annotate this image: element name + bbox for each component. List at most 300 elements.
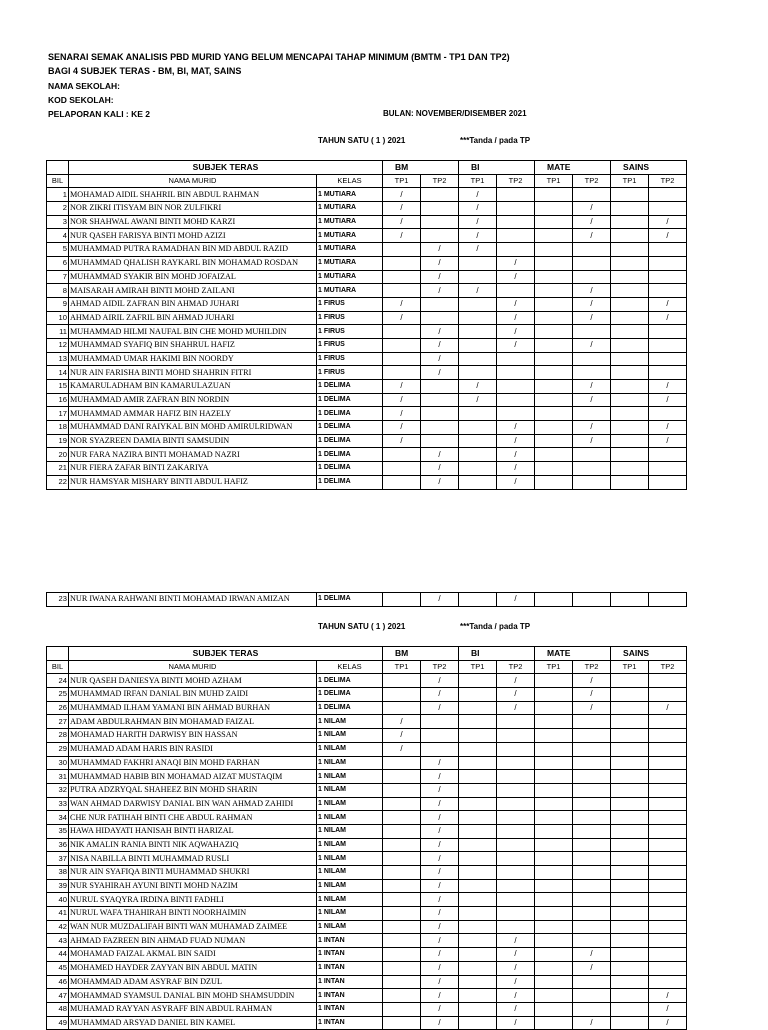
student-name-cell: MUHAMMAD FAKHRI ANAQI BIN MOHD FARHAN [69, 756, 317, 770]
tp-mark-cell [535, 688, 573, 702]
tp-mark-cell: / [383, 229, 421, 243]
tp-mark-cell [459, 961, 497, 975]
class-cell: 1 DELIMA [317, 380, 383, 394]
header-blank-cell [47, 161, 69, 175]
bil-cell: 40 [47, 893, 69, 907]
student-name-cell: NUR QASEH FARISYA BINTI MOHD AZIZI [69, 229, 317, 243]
class-cell: 1 DELIMA [317, 393, 383, 407]
table-row [47, 852, 687, 866]
bil-cell: 19 [47, 434, 69, 448]
tp-mark-cell [459, 448, 497, 462]
tp-mark-cell [421, 229, 459, 243]
tp-mark-cell [649, 366, 687, 380]
student-name-cell: MUHAMMAD IRFAN DANIAL BIN MUHD ZAIDI [69, 688, 317, 702]
bil-cell: 1 [47, 188, 69, 202]
subject-header: BM [383, 161, 459, 175]
bil-cell: 10 [47, 311, 69, 325]
student-name-cell: AHMAD AIRIL ZAFRIL BIN AHMAD JUHARI [69, 311, 317, 325]
tp-mark-cell: / [497, 674, 535, 688]
bil-cell: 14 [47, 366, 69, 380]
tp-mark-cell: / [573, 393, 611, 407]
tp-mark-cell [611, 297, 649, 311]
tp-mark-cell: / [421, 1002, 459, 1016]
tp-mark-cell [573, 742, 611, 756]
bil-cell: 32 [47, 783, 69, 797]
tp-mark-cell: / [421, 448, 459, 462]
table-row [47, 338, 687, 352]
tp-mark-cell [383, 1016, 421, 1030]
header-row-columns [47, 660, 687, 674]
tp-mark-cell [649, 188, 687, 202]
student-name-cell: NUR SYAHIRAH AYUNI BINTI MOHD NAZIM [69, 879, 317, 893]
tp-mark-cell [421, 407, 459, 421]
student-name-cell: MUHAMMAD DANI RAIYKAL BIN MOHD AMIRULRIDWAN [69, 421, 317, 435]
tp-mark-cell [421, 421, 459, 435]
tp-mark-cell [497, 866, 535, 880]
tp-mark-cell [611, 783, 649, 797]
tp-header: TP2 [573, 174, 611, 188]
student-name-cell: MUHAMMAD QHALISH RAYKARL BIN MOHAMAD ROSDAN [69, 256, 317, 270]
nama-murid-header: NAMA MURID [69, 174, 317, 188]
tp-mark-cell [611, 811, 649, 825]
tp-mark-cell [573, 783, 611, 797]
tp-mark-cell [535, 989, 573, 1003]
tp-mark-cell [459, 797, 497, 811]
tp-mark-cell [535, 674, 573, 688]
subject-header: SAINS [611, 647, 687, 661]
class-cell: 1 NILAM [317, 742, 383, 756]
school-name-label: NAMA SEKOLAH: [48, 81, 120, 91]
tp-mark-cell: / [421, 948, 459, 962]
table-row [47, 975, 687, 989]
tp-mark-cell [421, 215, 459, 229]
tp-mark-cell [611, 380, 649, 394]
tp-mark-cell: / [459, 215, 497, 229]
class-cell: 1 INTAN [317, 934, 383, 948]
tp-mark-cell [535, 284, 573, 298]
bil-header: BIL [47, 660, 69, 674]
tp-header: TP2 [497, 174, 535, 188]
tp-mark-cell [573, 243, 611, 257]
tp-mark-cell [459, 879, 497, 893]
tp-mark-cell [535, 852, 573, 866]
tp-mark-cell [573, 893, 611, 907]
tp-header: TP1 [383, 174, 421, 188]
tp-mark-cell [497, 797, 535, 811]
tp-mark-cell [535, 907, 573, 921]
tp-header: TP2 [497, 660, 535, 674]
table-row [47, 188, 687, 202]
tp-mark-cell: / [421, 989, 459, 1003]
tp-mark-cell [459, 742, 497, 756]
class-cell: 1 FIRUS [317, 352, 383, 366]
tp-mark-cell [535, 338, 573, 352]
tp-mark-cell: / [497, 325, 535, 339]
tp-mark-cell [535, 202, 573, 216]
table-row [47, 770, 687, 784]
student-name-cell: NUR AIN FARISHA BINTI MOHD SHAHRIN FITRI [69, 366, 317, 380]
bil-cell: 18 [47, 421, 69, 435]
student-name-cell: MAISARAH AMIRAH BINTI MOHD ZAILANI [69, 284, 317, 298]
tp-mark-cell [459, 407, 497, 421]
tp-mark-cell [421, 742, 459, 756]
tp-mark-cell [497, 380, 535, 394]
tp-mark-cell: / [459, 243, 497, 257]
tp-mark-cell [535, 407, 573, 421]
table-row [47, 243, 687, 257]
tp-mark-cell [535, 188, 573, 202]
tp-mark-cell [383, 838, 421, 852]
tp-mark-cell [497, 243, 535, 257]
tp-mark-cell [611, 434, 649, 448]
tp-mark-cell [535, 393, 573, 407]
tp-mark-cell: / [421, 462, 459, 476]
tp-mark-cell [459, 434, 497, 448]
tp-mark-cell: / [573, 284, 611, 298]
tp-mark-cell [459, 756, 497, 770]
class-cell: 1 MUTIARA [317, 215, 383, 229]
table-row [47, 229, 687, 243]
bil-cell: 42 [47, 920, 69, 934]
tp-mark-cell: / [383, 215, 421, 229]
tp-mark-cell [573, 1002, 611, 1016]
tp-mark-cell: / [497, 1002, 535, 1016]
table-row [47, 907, 687, 921]
tp-mark-cell: / [649, 1002, 687, 1016]
tp-mark-cell [649, 338, 687, 352]
subjek-teras-header: SUBJEK TERAS [69, 647, 383, 661]
student-name-cell: NISA NABILLA BINTI MUHAMMAD RUSLI [69, 852, 317, 866]
tp-mark-cell: / [421, 907, 459, 921]
student-table-part-1 [46, 160, 687, 490]
class-cell: 1 DELIMA [317, 593, 383, 607]
tp-mark-cell: / [421, 688, 459, 702]
tp-mark-cell [535, 475, 573, 489]
tp-mark-cell [535, 701, 573, 715]
tp-mark-cell [535, 215, 573, 229]
tp-mark-cell [573, 866, 611, 880]
subject-header: MATE [535, 161, 611, 175]
tp-mark-cell: / [421, 797, 459, 811]
tp-header: TP1 [459, 174, 497, 188]
tp-mark-cell: / [421, 256, 459, 270]
table-row [47, 920, 687, 934]
tp-mark-cell [497, 215, 535, 229]
class-cell: 1 FIRUS [317, 297, 383, 311]
tp-header: TP1 [383, 660, 421, 674]
class-cell: 1 INTAN [317, 948, 383, 962]
student-name-cell: WAN AHMAD DARWISY DANIAL BIN WAN AHMAD ZAHIDI [69, 797, 317, 811]
student-name-cell: MUHAMMAD HABIB BIN MOHAMAD AIZAT MUSTAQIM [69, 770, 317, 784]
tp-mark-cell [573, 407, 611, 421]
tp-mark-cell [383, 462, 421, 476]
tp-mark-cell [611, 729, 649, 743]
tp-mark-cell [535, 243, 573, 257]
tp-mark-cell: / [459, 284, 497, 298]
tp-mark-cell [497, 893, 535, 907]
bil-header: BIL [47, 174, 69, 188]
tp-mark-cell: / [421, 701, 459, 715]
tp-mark-cell [535, 593, 573, 607]
bil-cell: 37 [47, 852, 69, 866]
bil-cell: 4 [47, 229, 69, 243]
bil-cell: 21 [47, 462, 69, 476]
tp-mark-cell [535, 866, 573, 880]
table-row [47, 961, 687, 975]
class-cell: 1 NILAM [317, 729, 383, 743]
class-cell: 1 DELIMA [317, 407, 383, 421]
tp-mark-cell [383, 961, 421, 975]
table-row [47, 989, 687, 1003]
tp-mark-cell [611, 715, 649, 729]
tp-mark-cell [383, 674, 421, 688]
tp-mark-cell: / [497, 311, 535, 325]
tp-mark-cell [535, 879, 573, 893]
tp-mark-cell [459, 270, 497, 284]
tp-mark-cell: / [649, 229, 687, 243]
class-cell: 1 DELIMA [317, 688, 383, 702]
tp-mark-cell [535, 434, 573, 448]
tp-mark-cell [459, 297, 497, 311]
tp-mark-cell: / [383, 380, 421, 394]
student-name-cell: KAMARULADHAM BIN KAMARULAZUAN [69, 380, 317, 394]
tp-mark-cell [649, 866, 687, 880]
student-table-part-2 [46, 592, 687, 607]
student-name-cell: MOHAMAD FAIZAL AKMAL BIN SAIDI [69, 948, 317, 962]
bil-cell: 9 [47, 297, 69, 311]
tp-mark-cell [459, 701, 497, 715]
tp-mark-cell [535, 934, 573, 948]
tp-mark-cell [611, 407, 649, 421]
student-name-cell: MUHAMMAD SYAKIR BIN MOHD JOFAIZAL [69, 270, 317, 284]
tp-mark-cell [611, 879, 649, 893]
table-row [47, 879, 687, 893]
class-cell: 1 NILAM [317, 770, 383, 784]
bil-cell: 2 [47, 202, 69, 216]
class-cell: 1 NILAM [317, 907, 383, 921]
tp-mark-cell [611, 270, 649, 284]
table-row [47, 811, 687, 825]
class-cell: 1 NILAM [317, 811, 383, 825]
tp-mark-cell: / [497, 961, 535, 975]
tp-mark-cell [383, 907, 421, 921]
student-name-cell: MUHAMAD ADAM HARIS BIN RASIDI [69, 742, 317, 756]
bil-cell: 33 [47, 797, 69, 811]
tp-mark-cell [611, 989, 649, 1003]
bil-cell: 30 [47, 756, 69, 770]
tp-mark-cell [611, 325, 649, 339]
tp-mark-cell [383, 948, 421, 962]
tp-mark-cell [383, 366, 421, 380]
tp-mark-cell: / [497, 701, 535, 715]
tp-mark-cell [573, 475, 611, 489]
tp-mark-cell [649, 742, 687, 756]
student-name-cell: MUHAMMAD UMAR HAKIMI BIN NOORDY [69, 352, 317, 366]
tp-mark-cell [573, 448, 611, 462]
class-cell: 1 FIRUS [317, 338, 383, 352]
subjek-teras-header: SUBJEK TERAS [69, 161, 383, 175]
tp-mark-cell [383, 879, 421, 893]
tp-mark-cell [421, 729, 459, 743]
class-cell: 1 DELIMA [317, 421, 383, 435]
table-row [47, 421, 687, 435]
class-cell: 1 NILAM [317, 879, 383, 893]
class-cell: 1 DELIMA [317, 701, 383, 715]
class-cell: 1 DELIMA [317, 475, 383, 489]
bil-cell: 38 [47, 866, 69, 880]
bil-cell: 12 [47, 338, 69, 352]
bil-cell: 34 [47, 811, 69, 825]
student-name-cell: MOHAMED HAYDER ZAYYAN BIN ABDUL MATIN [69, 961, 317, 975]
table-row [47, 688, 687, 702]
tp-mark-cell: / [459, 229, 497, 243]
tp-mark-cell [383, 934, 421, 948]
tp-mark-cell [611, 756, 649, 770]
tp-mark-cell [611, 338, 649, 352]
tp-mark-cell [497, 920, 535, 934]
tp-mark-cell: / [383, 421, 421, 435]
table-row [47, 701, 687, 715]
tp-mark-cell [535, 325, 573, 339]
tp-mark-cell [383, 688, 421, 702]
tp-mark-cell [649, 462, 687, 476]
tp-mark-cell [459, 462, 497, 476]
tp-mark-cell [459, 715, 497, 729]
tp-mark-cell [649, 948, 687, 962]
tp-mark-cell: / [421, 770, 459, 784]
table-row [47, 475, 687, 489]
tp-mark-cell [573, 325, 611, 339]
bil-cell: 31 [47, 770, 69, 784]
tp-mark-cell: / [573, 948, 611, 962]
table-row [47, 311, 687, 325]
table-row [47, 729, 687, 743]
subject-header: BI [459, 647, 535, 661]
tp-mark-cell: / [383, 434, 421, 448]
tp-mark-cell [497, 366, 535, 380]
tp-mark-cell: / [383, 729, 421, 743]
tp-mark-cell: / [497, 434, 535, 448]
student-name-cell: AHMAD AIDIL ZAFRAN BIN AHMAD JUHARI [69, 297, 317, 311]
tp-mark-cell: / [649, 434, 687, 448]
tp-header: TP2 [649, 174, 687, 188]
tp-mark-cell [649, 407, 687, 421]
table-row [47, 202, 687, 216]
student-name-cell: AHMAD FAZREEN BIN AHMAD FUAD NUMAN [69, 934, 317, 948]
table-row [47, 256, 687, 270]
class-cell: 1 MUTIARA [317, 284, 383, 298]
tp-mark-cell [573, 715, 611, 729]
tp-mark-cell [649, 284, 687, 298]
document-subtitle: BAGI 4 SUBJEK TERAS - BM, BI, MAT, SAINS [48, 66, 242, 76]
student-name-cell: MUHAMMAD HILMI NAUFAL BIN CHE MOHD MUHILDIN [69, 325, 317, 339]
tp-mark-cell [649, 934, 687, 948]
class-cell: 1 DELIMA [317, 674, 383, 688]
bil-cell: 36 [47, 838, 69, 852]
tp-mark-cell [383, 852, 421, 866]
tp-mark-cell [459, 1016, 497, 1030]
tp-mark-cell [459, 852, 497, 866]
tp-mark-cell [611, 311, 649, 325]
student-name-cell: ADAM ABDULRAHMAN BIN MOHAMAD FAIZAL [69, 715, 317, 729]
table-row [47, 297, 687, 311]
tp-mark-cell [459, 934, 497, 948]
student-name-cell: NUR QASEH DANIESYA BINTI MOHD AZHAM [69, 674, 317, 688]
tp-mark-cell [649, 852, 687, 866]
tp-mark-cell [611, 188, 649, 202]
tp-mark-cell [611, 701, 649, 715]
bil-cell: 49 [47, 1016, 69, 1030]
table-row [47, 462, 687, 476]
tp-mark-cell [459, 1002, 497, 1016]
tp-mark-cell [421, 311, 459, 325]
tp-mark-cell [573, 270, 611, 284]
header-row-subjects [47, 161, 687, 175]
tp-mark-cell [459, 975, 497, 989]
bil-cell: 7 [47, 270, 69, 284]
tp-mark-cell [535, 783, 573, 797]
tp-mark-cell [421, 380, 459, 394]
tp-mark-cell [535, 1016, 573, 1030]
tp-mark-cell [611, 1002, 649, 1016]
tp-mark-cell [421, 434, 459, 448]
header-row-columns [47, 174, 687, 188]
tp-mark-cell: / [573, 961, 611, 975]
student-name-cell: NUR AIN SYAFIQA BINTI MUHAMMAD SHUKRI [69, 866, 317, 880]
tp-mark-cell [611, 421, 649, 435]
tp-mark-cell [497, 202, 535, 216]
tp-mark-cell: / [421, 243, 459, 257]
subject-header: MATE [535, 647, 611, 661]
tanda-note-repeat: ***Tanda / pada TP [460, 622, 531, 631]
tp-mark-cell [611, 838, 649, 852]
class-cell: 1 INTAN [317, 1016, 383, 1030]
tp-mark-cell [497, 852, 535, 866]
tp-header: TP2 [421, 174, 459, 188]
tp-mark-cell [459, 256, 497, 270]
student-name-cell: MUHAMAD RAYYAN ASYRAFF BIN ABDUL RAHMAN [69, 1002, 317, 1016]
tp-mark-cell [573, 352, 611, 366]
tp-mark-cell [383, 338, 421, 352]
tp-mark-cell: / [421, 674, 459, 688]
table-row [47, 838, 687, 852]
tp-mark-cell: / [383, 188, 421, 202]
bil-cell: 23 [47, 593, 69, 607]
class-cell: 1 MUTIARA [317, 270, 383, 284]
tp-header: TP2 [421, 660, 459, 674]
table-row [47, 325, 687, 339]
class-cell: 1 NILAM [317, 866, 383, 880]
tp-mark-cell [649, 674, 687, 688]
tp-mark-cell [535, 311, 573, 325]
table-row [47, 948, 687, 962]
class-cell: 1 NILAM [317, 893, 383, 907]
class-cell: 1 NILAM [317, 797, 383, 811]
class-cell: 1 MUTIARA [317, 229, 383, 243]
table-row [47, 783, 687, 797]
class-cell: 1 FIRUS [317, 311, 383, 325]
tp-mark-cell [611, 770, 649, 784]
tp-mark-cell [459, 893, 497, 907]
class-cell: 1 DELIMA [317, 462, 383, 476]
tp-mark-cell [573, 975, 611, 989]
kelas-header: KELAS [317, 660, 383, 674]
tp-mark-cell [611, 934, 649, 948]
tp-mark-cell [649, 715, 687, 729]
tp-mark-cell [497, 284, 535, 298]
table-row [47, 824, 687, 838]
table-row [47, 715, 687, 729]
